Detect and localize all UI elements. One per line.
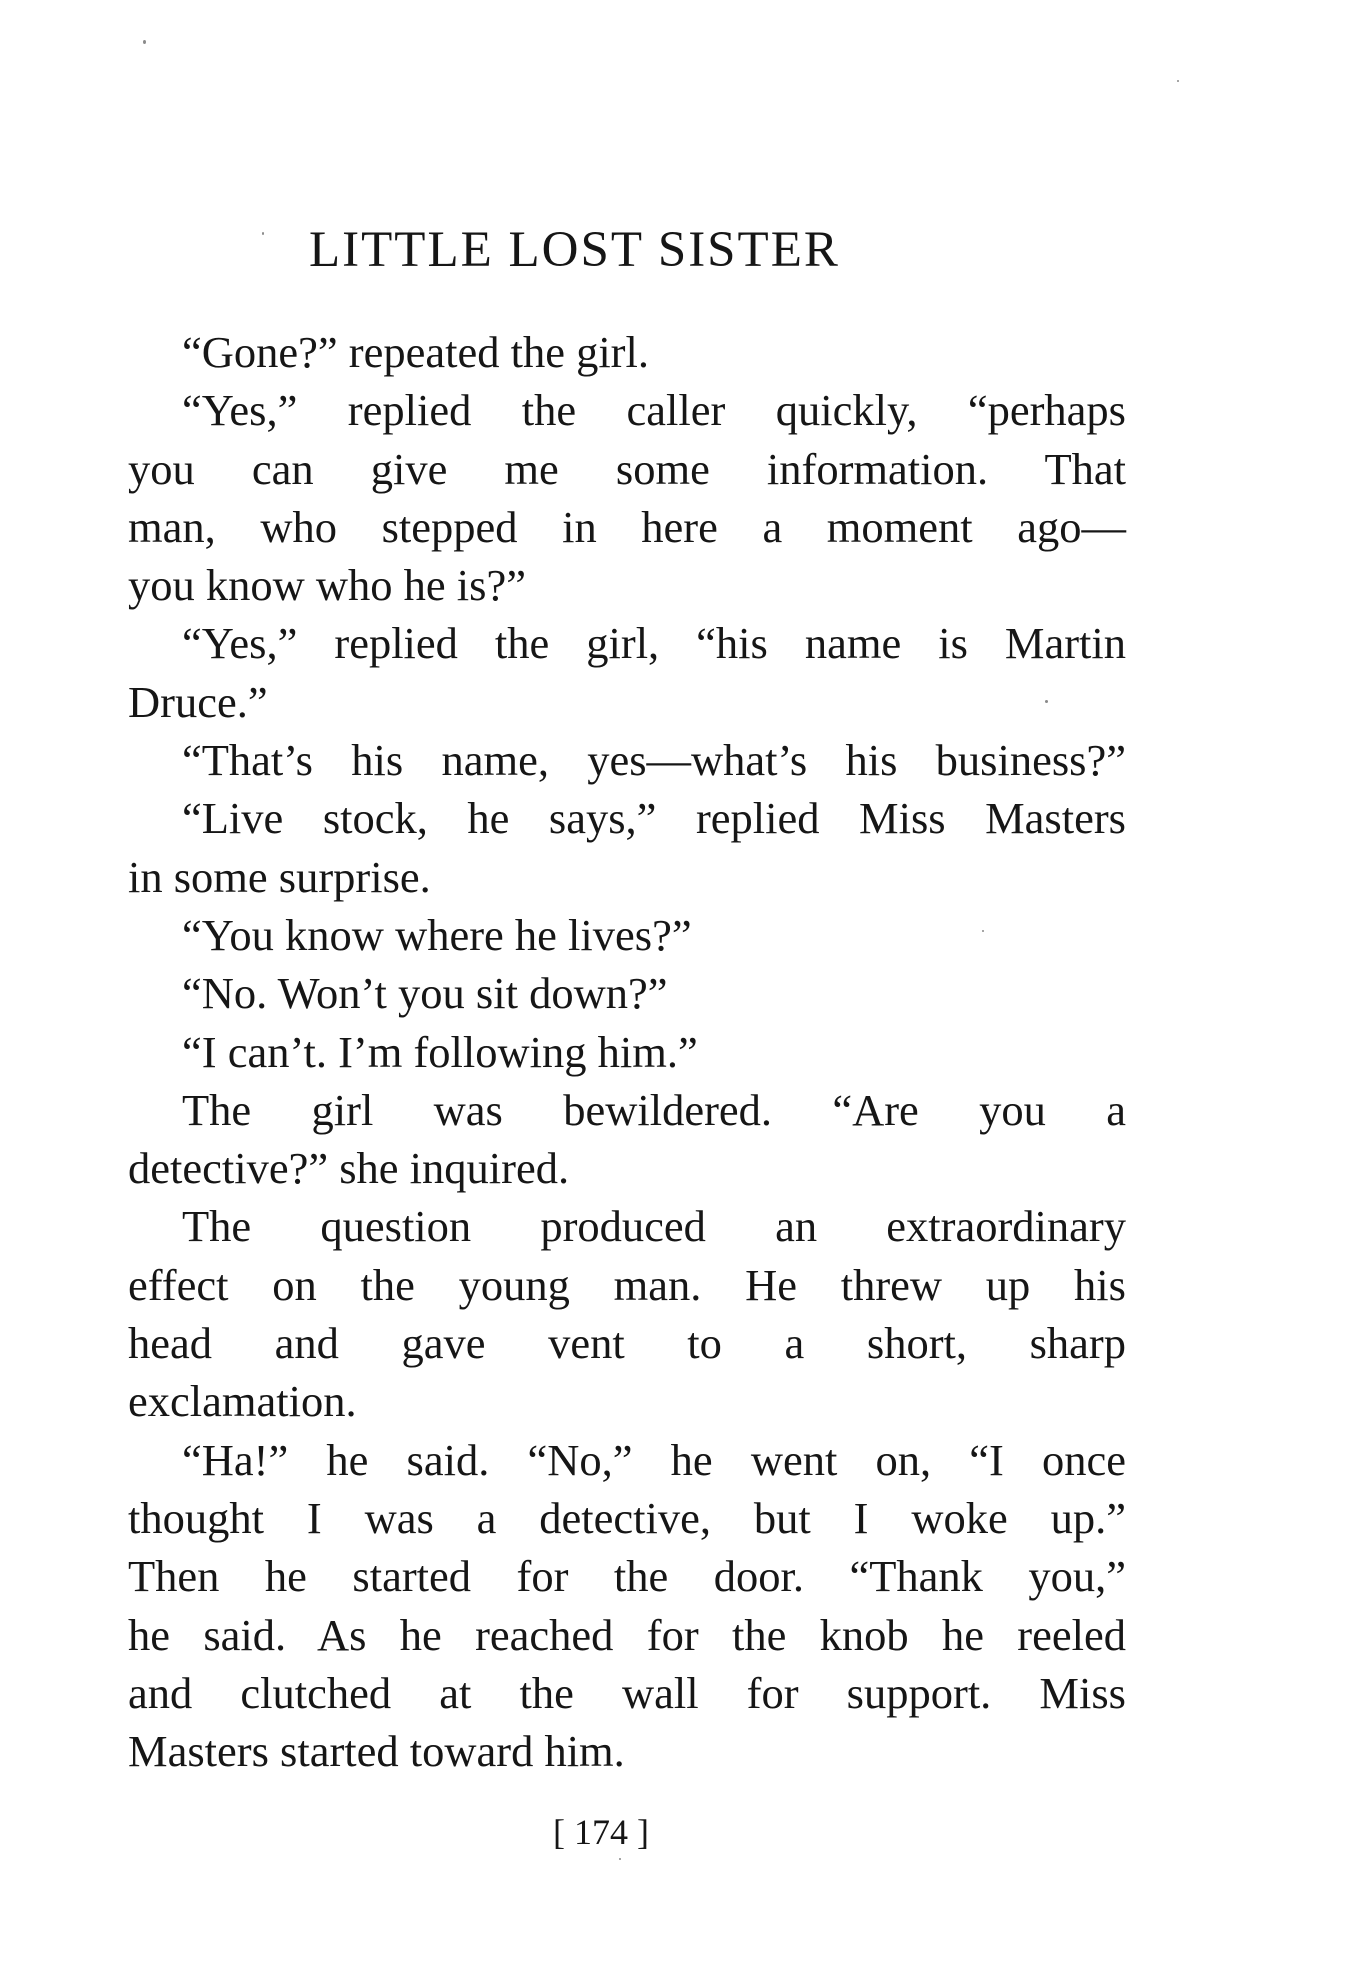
print-speck — [1045, 700, 1048, 703]
text-line: and clutched at the wall for support. Miss — [128, 1667, 1126, 1718]
text-line: “That’s his name, yes—what’s his business?” — [182, 735, 1126, 786]
text-line: Masters started toward him. — [128, 1726, 625, 1777]
text-line: Druce.” — [128, 676, 268, 727]
text-line: “Yes,” replied the caller quickly, “perhaps — [182, 385, 1126, 436]
text-line: thought I was a detective, but I woke up.” — [128, 1492, 1126, 1543]
text-line: effect on the young man. He threw up his — [128, 1259, 1126, 1310]
text-line: “Ha!” he said. “No,” he went on, “I once — [182, 1434, 1126, 1485]
text-line: in some surprise. — [128, 851, 431, 902]
text-line: “Yes,” replied the girl, “his name is Martin — [182, 618, 1126, 669]
running-head: LITTLE LOST SISTER — [309, 222, 840, 278]
text-line: “I can’t. I’m following him.” — [182, 1026, 698, 1077]
print-speck — [143, 40, 146, 44]
body-text — [128, 323, 1126, 1780]
text-line: “Gone?” repeated the girl. — [182, 327, 649, 377]
print-speck — [1177, 80, 1179, 82]
text-line: he said. As he reached for the knob he reeled — [128, 1609, 1126, 1660]
print-speck — [982, 930, 984, 932]
text-line: Then he started for the door. “Thank you,” — [128, 1551, 1126, 1602]
text-line: you know who he is?” — [128, 560, 526, 611]
text-line: “Live stock, he says,” replied Miss Masters — [182, 793, 1126, 844]
text-line: exclamation. — [128, 1376, 357, 1427]
text-line: you can give me some information. That — [128, 443, 1126, 494]
print-speck — [619, 1858, 621, 1860]
text-line: man, who stepped in here a moment ago— — [128, 501, 1126, 552]
text-line: “No. Won’t you sit down?” — [182, 968, 668, 1019]
text-line: The question produced an extraordinary — [182, 1201, 1126, 1252]
page-number: [ 174 ] — [553, 1812, 649, 1852]
text-line: “You know where he lives?” — [182, 909, 692, 960]
text-line: head and gave vent to a short, sharp — [128, 1318, 1126, 1369]
text-line: The girl was bewildered. “Are you a — [182, 1084, 1126, 1135]
print-speck — [262, 232, 264, 235]
text-line: detective?” she inquired. — [128, 1143, 570, 1194]
